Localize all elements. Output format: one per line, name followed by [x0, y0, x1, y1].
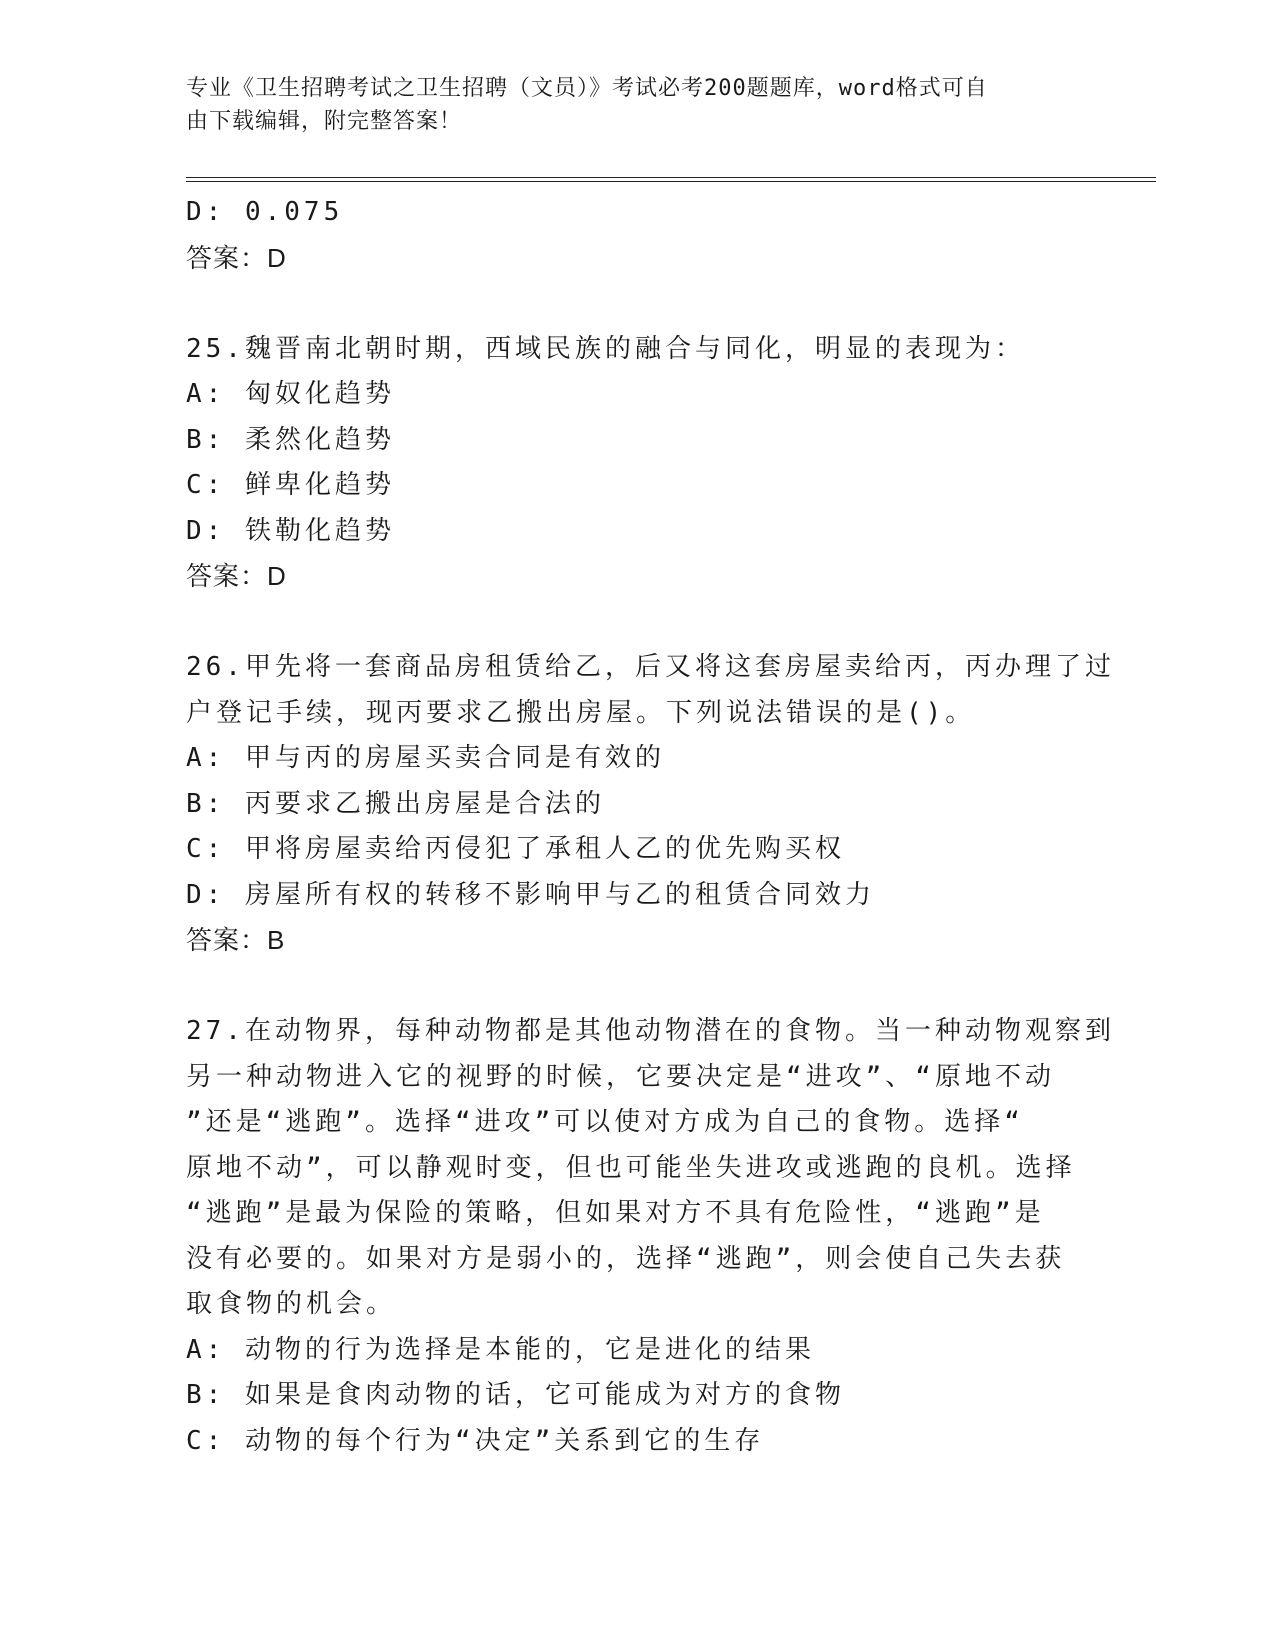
header-line-1: 专业《卫生招聘考试之卫生招聘（文员）》考试必考200题题库，word格式可自	[186, 76, 988, 101]
answer-line: 答案：D	[186, 561, 287, 591]
option-a: A: 动物的行为选择是本能的，它是进化的结果	[186, 1334, 815, 1365]
option-a: A: 匈奴化趋势	[186, 379, 395, 409]
header-divider-bottom	[186, 181, 1156, 182]
question-stem: 原地不动”，可以静观时变，但也可能坐失进攻或逃跑的良机。选择	[186, 1152, 1076, 1183]
question-stem: 27.在动物界，每种动物都是其他动物潜在的食物。当一种动物观察到	[186, 1016, 1115, 1046]
question-26	[186, 645, 1115, 964]
spacer	[186, 600, 1086, 646]
question-stem: 25.魏晋南北朝时期，西域民族的融合与同化，明显的表现为：	[186, 333, 1025, 364]
option-c: C: 动物的每个行为“决定”关系到它的生存	[186, 1425, 765, 1456]
prev-question	[186, 190, 1086, 281]
question-stem: “逃跑”是最为保险的策略，但如果对方不具有危险性，“逃跑”是	[186, 1198, 1045, 1228]
question-25	[186, 327, 1086, 600]
question-stem: 没有必要的。如果对方是弱小的，选择“逃跑”，则会使自己失去获	[186, 1243, 1066, 1274]
answer-line: 答案：D	[186, 242, 287, 273]
spacer	[186, 281, 1086, 327]
option-d: D: 铁勒化趋势	[186, 515, 395, 546]
question-stem: 26.甲先将一套商品房租赁给乙，后又将这套房屋卖给丙，丙办理了过	[186, 652, 1115, 682]
option-b: B: 如果是食肉动物的话，它可能成为对方的食物	[186, 1380, 845, 1410]
option-d: D: 房屋所有权的转移不影响甲与乙的租赁合同效力	[186, 879, 875, 910]
spacer	[186, 964, 1086, 1010]
question-stem: 另一种动物进入它的视野的时候，它要决定是“进攻”、“原地不动	[186, 1061, 1055, 1092]
question-stem: 户登记手续，现丙要求乙搬出房屋。下列说法错误的是()。	[186, 697, 976, 728]
question-27	[186, 1009, 1115, 1464]
option-a: A: 甲与丙的房屋买卖合同是有效的	[186, 743, 665, 773]
answer-line: 答案：B	[186, 925, 286, 955]
document-header	[186, 72, 1066, 138]
question-content	[186, 190, 1115, 1464]
option-b: B: 丙要求乙搬出房屋是合法的	[186, 788, 605, 819]
option-c: C: 甲将房屋卖给丙侵犯了承租人乙的优先购买权	[186, 834, 845, 864]
option-c: C: 鲜卑化趋势	[186, 470, 395, 500]
question-stem: ”还是“逃跑”。选择“进攻”可以使对方成为自己的食物。选择“	[186, 1107, 1024, 1137]
header-line-2: 由下载编辑，附完整答案！	[186, 109, 463, 134]
option-b: B: 柔然化趋势	[186, 424, 395, 455]
question-stem: 取食物的机会。	[186, 1289, 397, 1319]
header-divider-top	[186, 177, 1156, 178]
option-d: D: 0.075	[186, 197, 344, 227]
